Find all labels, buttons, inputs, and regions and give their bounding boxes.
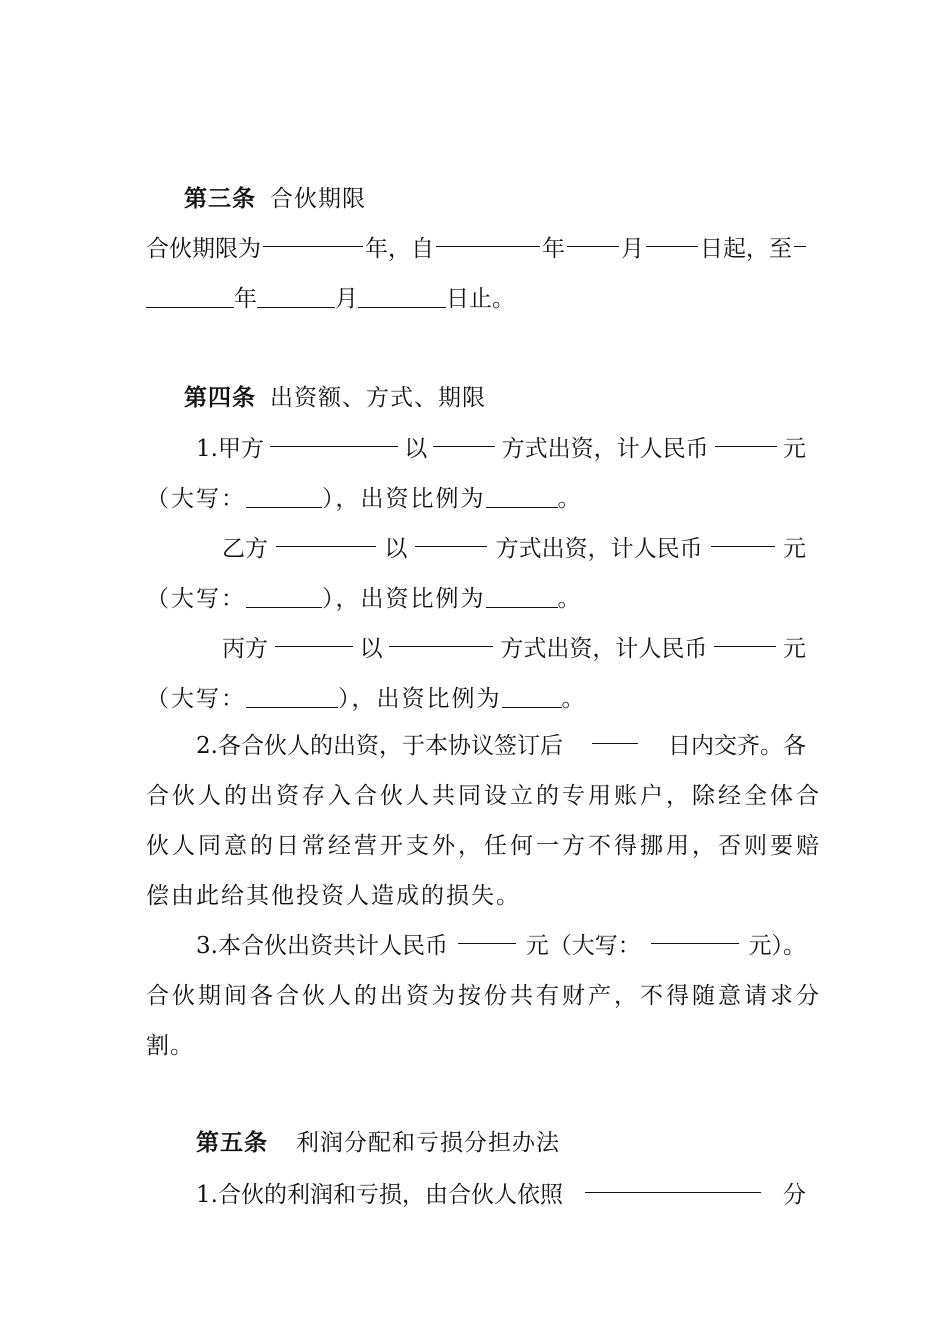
text: 元	[782, 436, 806, 462]
blank-party-a-amount	[715, 424, 777, 447]
blank-basis	[585, 1170, 761, 1193]
blank-start-month	[567, 224, 619, 247]
text: 1.甲方	[196, 436, 264, 462]
blank-party-c-ratio	[502, 685, 562, 708]
blank-total-amount	[458, 921, 516, 944]
text: 日止。	[446, 286, 515, 312]
party-c-line-1	[222, 624, 806, 674]
text: 乙方	[222, 536, 268, 562]
paragraph-3-line-3: 割。	[146, 1033, 194, 1059]
text: 。	[557, 586, 583, 612]
text: 以	[404, 436, 428, 462]
article-3-line-1	[146, 224, 806, 274]
paragraph-2-line-4: 偿由此给其他投资人造成的损失。	[146, 883, 521, 909]
text: 日起，至	[700, 236, 792, 262]
article-title: 合伙期限	[270, 186, 366, 212]
text: 年	[542, 236, 565, 262]
text: 元）。	[748, 933, 806, 959]
blank-end-year	[146, 285, 234, 308]
party-b-line-2	[146, 574, 806, 624]
party-b-line-1	[222, 524, 806, 574]
blank-party-b-method	[415, 524, 487, 547]
blank-party-b-daxie	[246, 585, 322, 608]
paragraph-2-line-1	[196, 721, 806, 771]
text: 以	[359, 636, 383, 662]
text: 。	[557, 486, 583, 512]
blank-years	[263, 224, 363, 247]
text: （大写：	[146, 486, 246, 512]
article-5-heading	[196, 1118, 696, 1168]
blank-party-a-daxie	[246, 485, 322, 508]
text: 以	[384, 536, 408, 562]
text: 日内交齐。各	[667, 733, 806, 759]
party-c-line-2	[146, 674, 806, 724]
blank-total-daxie	[651, 921, 739, 944]
blank-party-a-ratio	[486, 485, 558, 508]
text: 方式出资，计人民币	[500, 636, 708, 662]
blank-end-year-start	[794, 224, 806, 247]
text: 分	[782, 1182, 806, 1208]
text: ），出资比例为	[322, 486, 486, 512]
text: 月	[621, 236, 644, 262]
blank-party-c-daxie	[246, 685, 338, 708]
article-5-line-1	[196, 1170, 806, 1220]
text: 方式出资，计人民币	[501, 436, 709, 462]
text: ），出资比例为	[338, 686, 502, 712]
article-title: 利润分配和亏损分担办法	[296, 1130, 560, 1156]
blank-end-month	[257, 285, 335, 308]
text: 1.合伙的利润和亏损，由合伙人依照	[196, 1182, 563, 1208]
text: （大写：	[146, 686, 246, 712]
blank-end-day	[358, 285, 446, 308]
text: 2.各合伙人的出资，于本协议签订后	[196, 733, 563, 759]
article-4-heading	[184, 373, 584, 423]
blank-party-a-method	[433, 424, 495, 447]
article-number: 第五条	[196, 1129, 268, 1156]
paragraph-2-line-2: 合伙人的出资存入合伙人共同设立的专用账户，除经全体合	[146, 783, 822, 809]
blank-party-a-name	[270, 424, 398, 447]
text: 年	[234, 286, 257, 312]
blank-party-c-method	[389, 624, 493, 647]
party-a-line-2	[146, 474, 806, 524]
article-number: 第三条	[184, 185, 256, 212]
blank-party-c-amount	[714, 624, 776, 647]
article-3-line-2	[146, 274, 806, 324]
article-number: 第四条	[184, 384, 256, 411]
text: 元（大写：	[525, 933, 641, 959]
blank-start-year	[436, 224, 540, 247]
blank-party-b-ratio	[486, 585, 558, 608]
text: 丙方	[222, 636, 268, 662]
text: 月	[335, 286, 358, 312]
blank-party-c-name	[275, 624, 353, 647]
article-3-heading	[184, 174, 484, 224]
text: 元	[782, 636, 806, 662]
article-title: 出资额、方式、期限	[270, 385, 486, 411]
text: 年，自	[365, 236, 434, 262]
text: ），出资比例为	[322, 586, 486, 612]
blank-party-b-amount	[711, 524, 775, 547]
text: 合伙期限为	[146, 236, 261, 262]
paragraph-3-line-2: 合伙期间各合伙人的出资为按份共有财产，不得随意请求分	[146, 983, 822, 1009]
blank-party-b-name	[276, 524, 376, 547]
blank-days	[592, 721, 638, 744]
text: 3.本合伙出资共计人民币	[196, 933, 448, 959]
text: （大写：	[146, 586, 246, 612]
text: 方式出资，计人民币	[495, 536, 703, 562]
blank-start-day	[646, 224, 698, 247]
text: 元	[782, 536, 806, 562]
paragraph-2-line-3: 伙人同意的日常经营开支外，任何一方不得挪用，否则要赔	[146, 833, 822, 859]
text: 。	[561, 686, 587, 712]
paragraph-3-line-1	[196, 921, 806, 971]
party-a-line-1	[196, 424, 806, 474]
